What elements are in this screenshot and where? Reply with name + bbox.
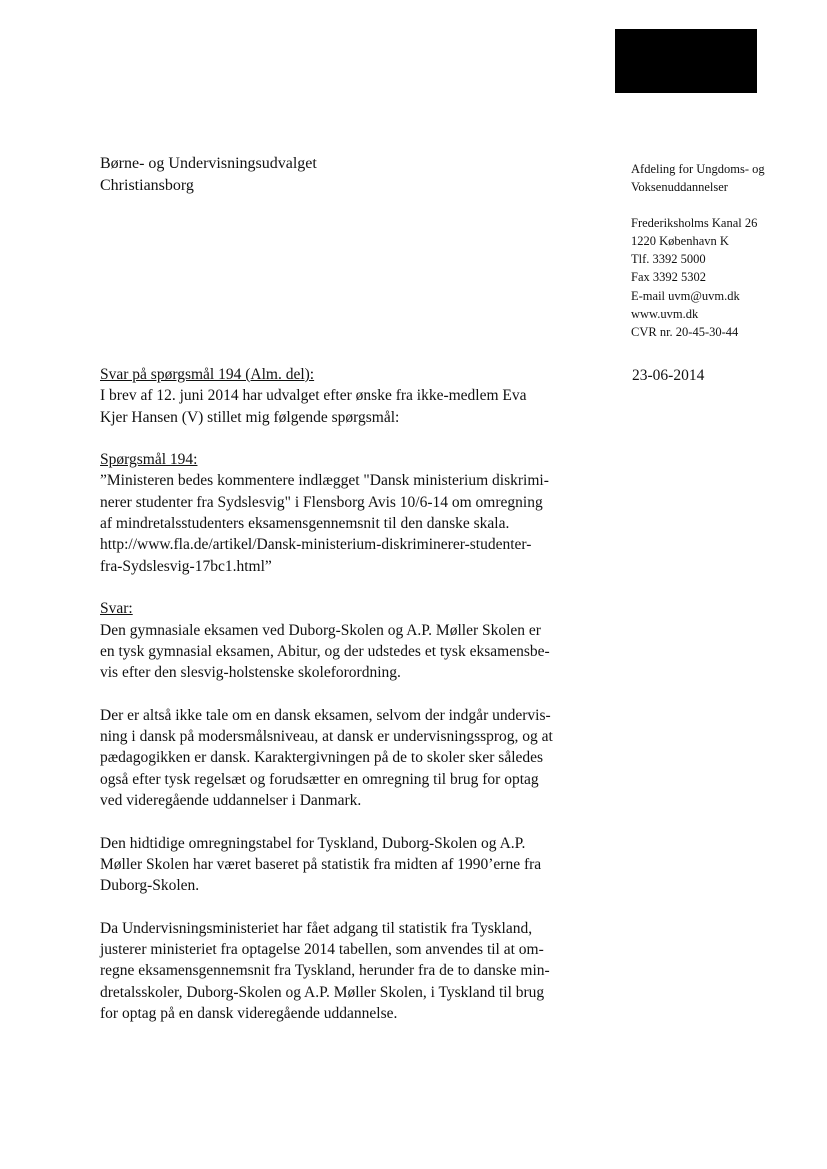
paragraph-line: ning i dansk på modersmålsniveau, at dansk er undervisningssprog, og at	[100, 728, 553, 746]
paragraph-line: Der er altså ikke tale om en dansk eksamen, selvom der indgår undervis-	[100, 706, 551, 724]
recipient-line: Christiansborg	[100, 177, 194, 194]
paragraph-line: dretalsskoler, Duborg-Skolen og A.P. Møller Skolen, i Tyskland til brug	[100, 983, 545, 1001]
intro-line: I brev af 12. juni 2014 har udvalget efter ønske fra ikke-medlem Eva	[100, 387, 527, 405]
question-heading: Spørgsmål 194:	[100, 451, 198, 469]
paragraph-line: Den gymnasiale eksamen ved Duborg-Skolen og A.P. Møller Skolen er	[100, 621, 541, 639]
question-line: af mindretalsstudenters eksamensgennemsnit til den danske skala.	[100, 515, 510, 533]
sender-block	[631, 160, 765, 342]
sender-city: 1220 København K	[631, 233, 729, 248]
paragraph-line: en tysk gymnasial eksamen, Abitur, og der udstedes et tysk eksamensbe-	[100, 642, 550, 660]
paragraph-line: Da Undervisningsministeriet har fået adgang til statistik fra Tyskland,	[100, 919, 533, 937]
paragraph-line: for optag på en dansk videregående uddannelse.	[100, 1004, 398, 1022]
sender-department: Voksenuddannelser	[631, 180, 728, 195]
paragraph-line: pædagogikken er dansk. Karaktergivningen på de to skoler sker således	[100, 749, 544, 767]
question-line: http://www.fla.de/artikel/Dansk-ministerium-diskriminerer-studenter-	[100, 536, 532, 554]
intro-line: Kjer Hansen (V) stillet mig følgende spørgsmål:	[100, 408, 400, 426]
recipient-address	[100, 153, 317, 197]
sender-phone: Tlf. 3392 5000	[631, 252, 706, 267]
sender-email: E-mail uvm@uvm.dk	[631, 288, 740, 303]
paragraph-line: Møller Skolen har været baseret på statistik fra midten af 1990’erne fra	[100, 855, 542, 873]
question-line: ”Ministeren bedes kommentere indlægget "Dansk ministerium diskrimi-	[100, 472, 549, 490]
sender-cvr: CVR nr. 20-45-30-44	[631, 325, 739, 340]
paragraph-line: ved videregående uddannelser i Danmark.	[100, 791, 362, 809]
letter-date: 23-06-2014	[632, 367, 705, 384]
letter-body	[100, 364, 570, 1024]
sender-fax: Fax 3392 5302	[631, 270, 706, 285]
answer-heading: Svar:	[100, 600, 133, 618]
paragraph-line: vis efter den slesvig-holstenske skoleforordning.	[100, 664, 401, 682]
question-line: fra-Sydslesvig-17bc1.html”	[100, 557, 272, 575]
recipient-line: Børne- og Undervisningsudvalget	[100, 155, 317, 172]
paragraph-line: regne eksamensgennemsnit fra Tyskland, herunder fra de to danske min-	[100, 962, 550, 980]
paragraph-line: justerer ministeriet fra optagelse 2014 tabellen, som anvendes til at om-	[100, 941, 544, 959]
sender-department: Afdeling for Ungdoms- og	[631, 162, 765, 176]
question-line: nerer studenter fra Sydslesvig" i Flensborg Avis 10/6-14 om omregning	[100, 493, 543, 511]
sender-website: www.uvm.dk	[631, 307, 699, 322]
paragraph-line: Duborg-Skolen.	[100, 877, 200, 895]
paragraph-line: også efter tysk regelsæt og forudsætter en omregning til brug for optag	[100, 770, 539, 788]
sender-street: Frederiksholms Kanal 26	[631, 215, 758, 230]
letterhead-logo	[615, 29, 757, 93]
paragraph-line: Den hidtidige omregningstabel for Tyskland, Duborg-Skolen og A.P.	[100, 834, 526, 852]
subject-heading: Svar på spørgsmål 194 (Alm. del):	[100, 366, 315, 383]
